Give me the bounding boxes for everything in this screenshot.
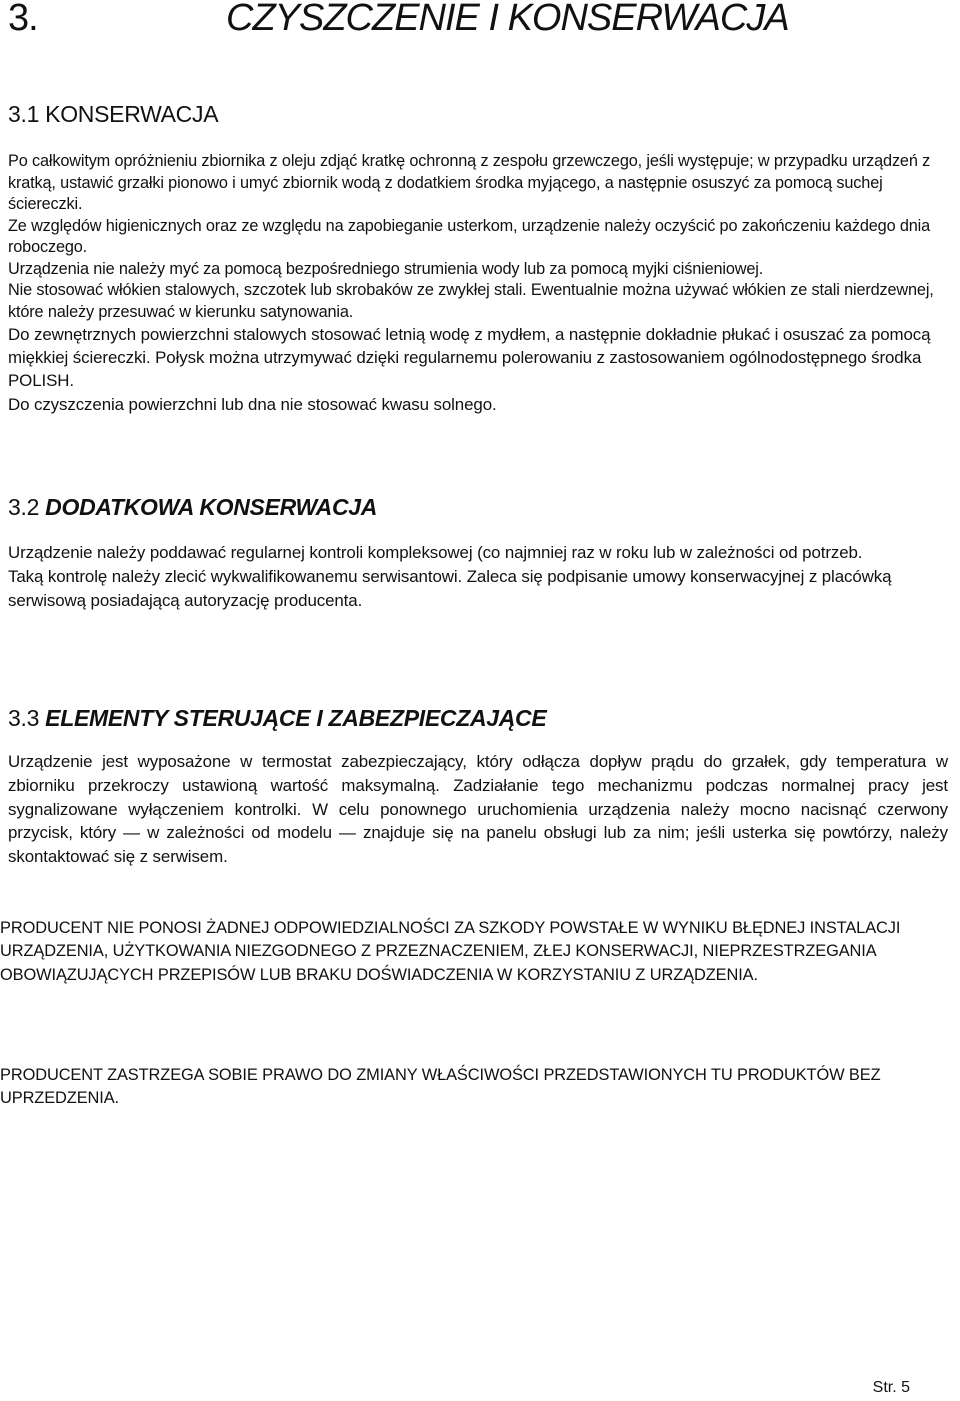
section-2-sentence: Taką kontrolę należy zlecić wykwalifikowanemu serwisantowi. [8, 566, 463, 586]
section-1-sentence: Ewentualnie można używać włókien ze stali nierdzewnej, które należy przesuwać w kierunku satynowania. [8, 281, 934, 321]
section-1-paragraph [8, 280, 948, 323]
section-1-paragraph: Ze względów higienicznych oraz ze względu na zapobieganie usterkom, urządzenie należy oczyścić po zakończeniu każdego dnia roboczego. [8, 216, 931, 256]
section-1-sentence: Nie stosować włókien stalowych, szczotek lub skrobaków ze zwykłej stali. [8, 281, 527, 299]
section-1-sentence: Połysk można utrzymywać dzięki regularnemu polerowaniu z zastosowaniem ogólnodostępnego środka POLISH. [8, 348, 922, 391]
section-2-heading [8, 492, 377, 522]
section-1-heading [8, 99, 218, 129]
section-1-paragraph: Po całkowitym opróżnieniu zbiornika z oleju zdjąć kratkę ochronną z zespołu grzewczego, jeśli występuje; w przypadku urządzeń z kratką, ustawić grzałki pionowo i umyć zbiornik wodą z dodatkiem środka myjącego, a następnie osuszyć za pomocą suchej ściereczki. [8, 152, 931, 213]
page-number: Str. 5 [872, 1379, 910, 1396]
section-3-title: ELEMENTY STERUJĄCE I ZABEZPIECZAJĄCE [45, 705, 547, 731]
section-3-body [8, 750, 948, 869]
section-3-heading [8, 703, 546, 733]
section-1-paragraph: Urządzenia nie należy myć za pomocą bezpośredniego strumienia wody lub za pomocą myjki ciśnieniowej. [8, 259, 764, 278]
section-1-number: 3.1 [8, 101, 40, 127]
section-3-sentence: W celu ponownego uruchomienia urządzenia należy mocno nacisnąć czerwony przycisk, który — w zależności od modelu — znajduje się na panelu obsługi lub za nim; jeśli usterka się powtórzy, należy skontaktować się z serwisem. [8, 799, 949, 867]
section-1-paragraph: Do czyszczenia powierzchni lub dna nie stosować kwasu solnego. [8, 394, 497, 414]
section-1-paragraph [8, 323, 948, 393]
chapter-title: CZYSZCZENIE I KONSERWACJA [226, 0, 789, 39]
section-2-title: DODATKOWA KONSERWACJA [45, 494, 378, 520]
liability-notice: PRODUCENT NIE PONOSI ŻADNEJ ODPOWIEDZIALNOŚCI ZA SZKODY POWSTAŁE W WYNIKU BŁĘDNEJ INSTALACJI URZĄDZENIA, UŻYTKOWANIA NIEZGODNEGO Z PRZEZNACZENIEM, ZŁEJ KONSERWACJI, NIEPRZESTRZEGANIA OBOWIĄZUJĄCYCH PRZEPISÓW LUB BRAKU DOŚWIADCZENIA W KORZYSTANIU Z URZĄDZENIA. [0, 919, 901, 984]
change-rights-notice: PRODUCENT ZASTRZEGA SOBIE PRAWO DO ZMIANY WŁAŚCIWOŚCI PRZEDSTAWIONYCH TU PRODUKTÓW BEZ UPRZEDZENIA. [0, 1066, 881, 1108]
section-2-body [8, 541, 948, 612]
section-1-title: KONSERWACJA [45, 101, 219, 127]
chapter-number: 3. [8, 0, 38, 39]
section-2-paragraph [8, 565, 948, 613]
section-2-paragraph: Urządzenie należy poddawać regularnej kontroli kompleksowej (co najmniej raz w roku lub w zależności od potrzeb. [8, 543, 863, 562]
section-3-number: 3.3 [8, 705, 40, 731]
section-3-sentence: Urządzenie jest wyposażone w termostat zabezpieczający, który odłącza dopływ prądu do grzałek, gdy temperatura w zbiorniku przekroczy ustawioną wartość maksymalną. [8, 752, 948, 795]
section-3-paragraph [8, 750, 948, 869]
section-2-sentence: Zaleca się podpisanie umowy konserwacyjnej z placówką serwisową posiadającą autoryzację producenta. [8, 566, 892, 610]
section-1-body [8, 151, 948, 416]
section-3-sentence: Zadziałanie tego mechanizmu podczas normalnej pracy jest sygnalizowane wyłączeniem kontrolki. [8, 775, 948, 819]
section-2-number: 3.2 [8, 494, 40, 520]
chapter-heading [8, 0, 789, 42]
section-1-sentence: Do zewnętrznych powierzchni stalowych stosować letnią wodę z mydłem, a następnie dokładnie płukać i osuszać za pomocą miękkiej ściereczki. [8, 325, 931, 368]
